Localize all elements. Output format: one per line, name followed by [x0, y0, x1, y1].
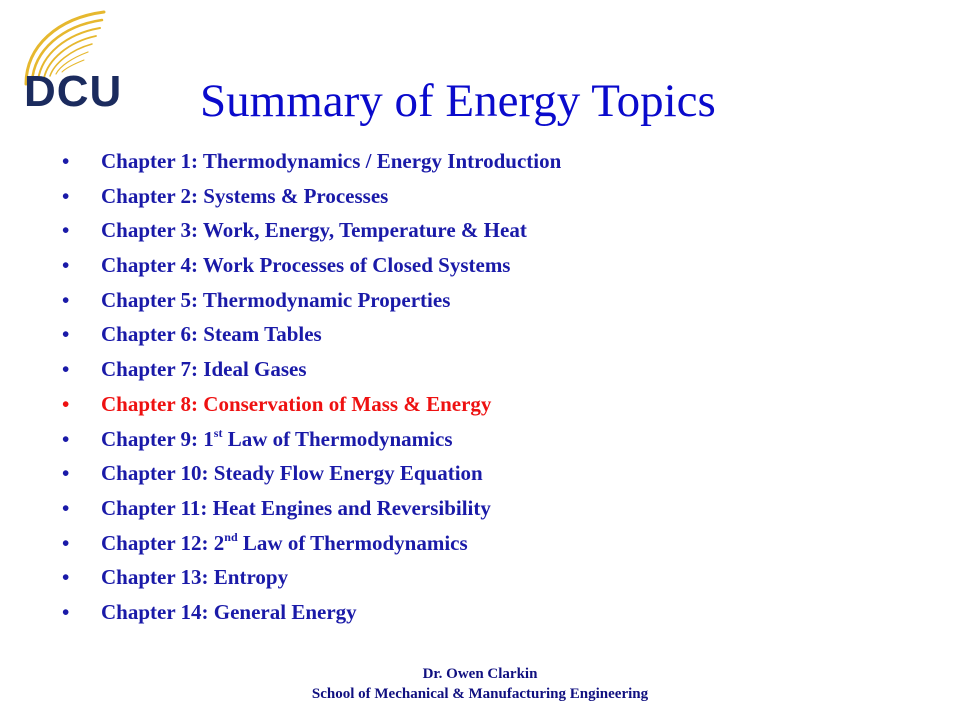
list-item	[62, 181, 561, 216]
bullet: •	[62, 357, 70, 382]
topic-label-pre: Chapter 9: 1	[101, 426, 214, 451]
topic-label-post: Law of Thermodynamics	[222, 426, 453, 451]
footer-author: Dr. Owen Clarkin	[422, 666, 538, 682]
topic-label: Chapter 10: Steady Flow Energy Equation	[101, 461, 483, 486]
topic-label: Chapter 5: Thermodynamic Properties	[101, 287, 451, 312]
bullet: •	[62, 495, 70, 520]
bullet: •	[62, 565, 70, 590]
list-item	[62, 458, 561, 493]
list-item	[62, 562, 561, 597]
list-item	[62, 597, 561, 632]
list-item	[62, 424, 561, 459]
topic-label-pre: Chapter 12: 2	[101, 530, 225, 555]
topic-label	[101, 424, 453, 454]
topic-label-post: Law of Thermodynamics	[237, 530, 468, 555]
footer	[0, 664, 960, 704]
bullet: •	[62, 599, 70, 624]
bullet: •	[62, 218, 70, 243]
bullet: •	[62, 287, 70, 312]
dcu-logo	[18, 6, 168, 116]
topic-label: Chapter 11: Heat Engines and Reversibility	[101, 495, 491, 520]
bullet: •	[62, 149, 70, 173]
topic-label: Chapter 6: Steam Tables	[101, 322, 322, 347]
ordinal-suffix: st	[213, 425, 223, 440]
topic-label: Chapter 4: Work Processes of Closed Systems	[101, 253, 511, 278]
bullet: •	[62, 322, 70, 347]
list-item	[62, 493, 561, 528]
list-item	[62, 528, 561, 563]
topic-label: Chapter 3: Work, Energy, Temperature & Heat	[101, 218, 527, 243]
list-item	[62, 319, 561, 354]
page-title: Summary of Energy Topics	[200, 75, 716, 127]
topic-label: Chapter 13: Entropy	[101, 565, 289, 590]
list-item	[62, 146, 561, 181]
list-item	[62, 285, 561, 320]
list-item	[62, 215, 561, 250]
topic-label: Chapter 1: Thermodynamics / Energy Introduction	[101, 149, 562, 173]
topic-label: Chapter 2: Systems & Processes	[101, 183, 389, 208]
bullet: •	[62, 530, 70, 555]
list-item	[62, 250, 561, 285]
topic-label: Chapter 7: Ideal Gases	[101, 357, 307, 382]
topic-label: Chapter 14: General Energy	[101, 599, 357, 624]
footer-school: School of Mechanical & Manufacturing Engineering	[311, 686, 649, 702]
topic-label: Chapter 8: Conservation of Mass & Energy	[101, 391, 492, 416]
logo-text: DCU	[24, 67, 123, 116]
bullet: •	[62, 183, 70, 208]
list-item	[62, 354, 561, 389]
bullet: •	[62, 391, 70, 416]
topic-list	[62, 146, 561, 632]
list-item-highlighted	[62, 389, 561, 424]
bullet: •	[62, 461, 70, 486]
ordinal-suffix: nd	[224, 529, 238, 544]
bullet: •	[62, 426, 70, 451]
topic-label	[101, 528, 468, 558]
bullet: •	[62, 253, 70, 278]
